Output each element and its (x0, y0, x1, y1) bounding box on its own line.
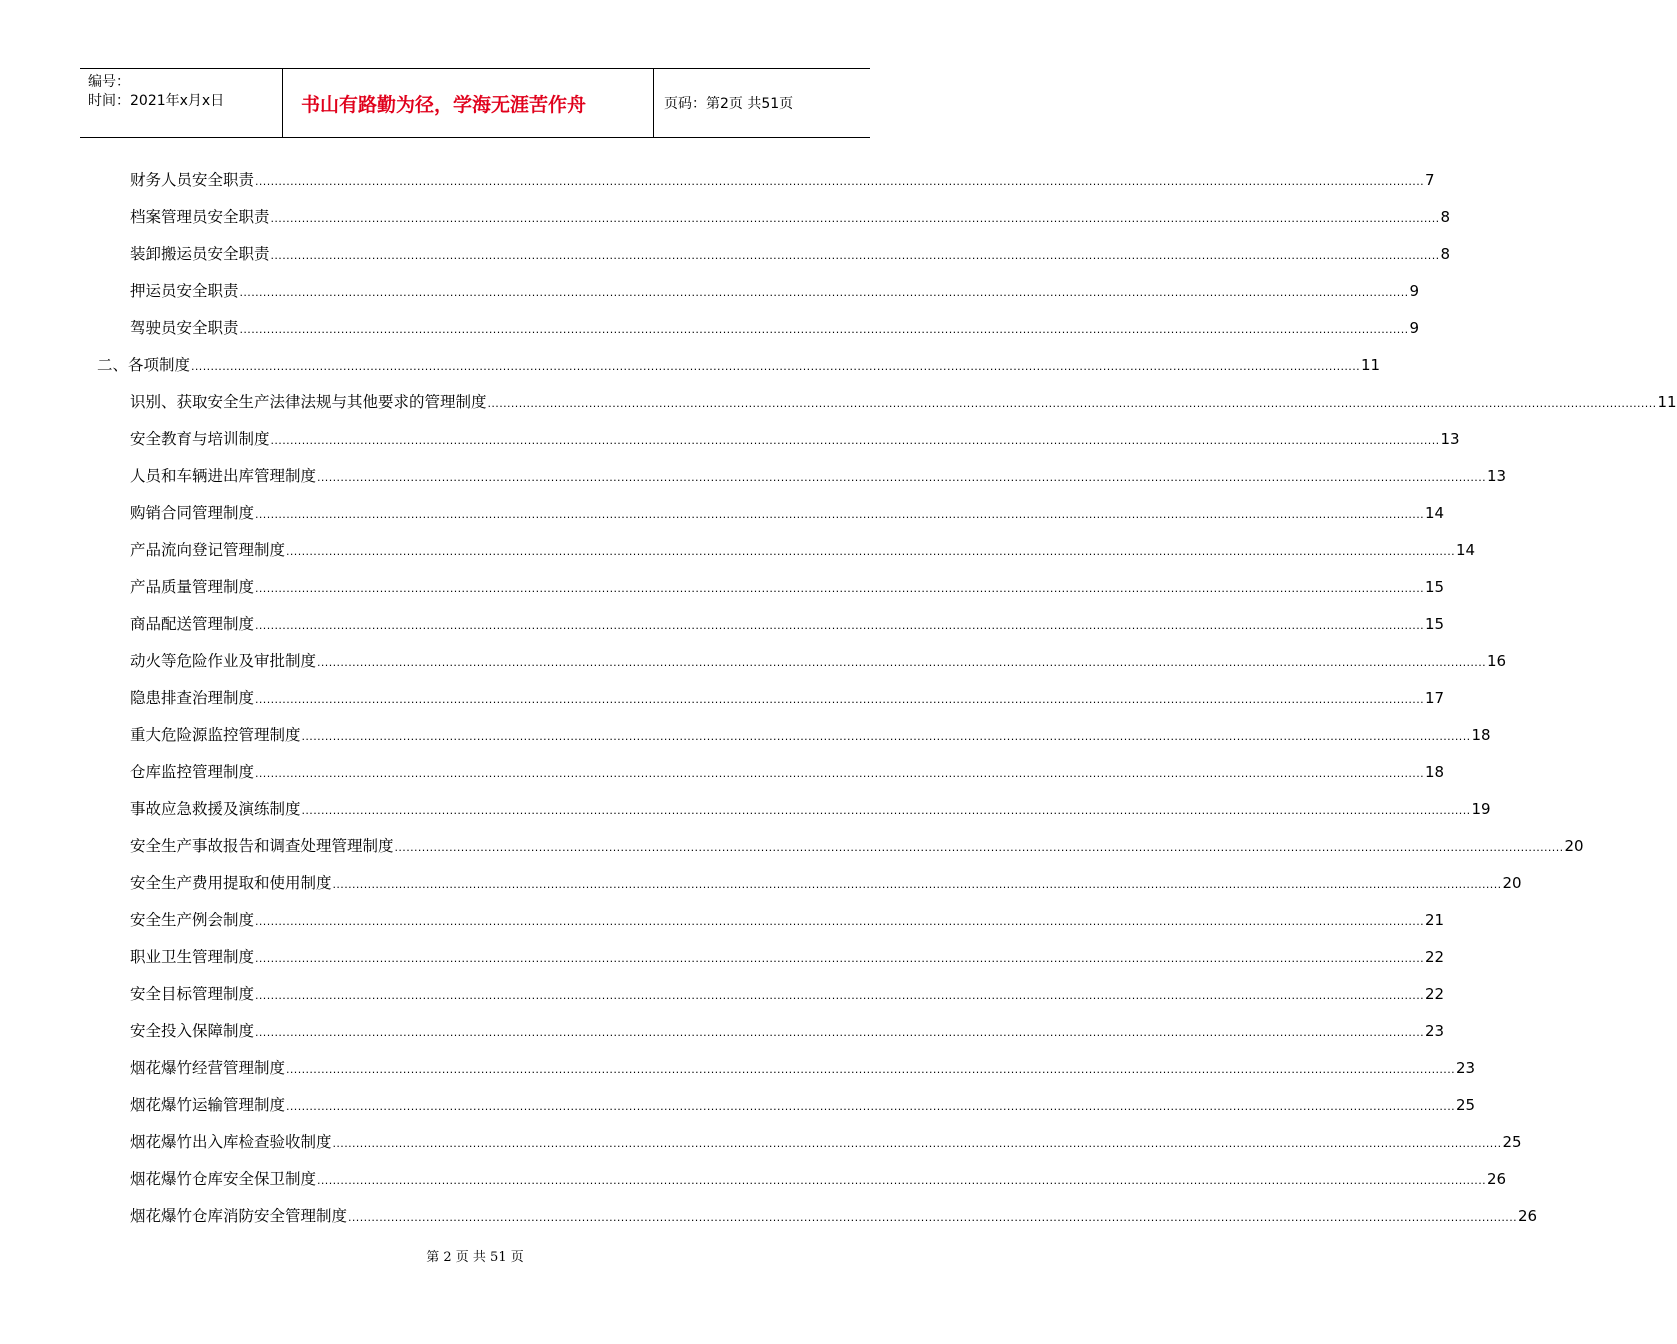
toc-entry-page: 18 (1425, 763, 1445, 781)
header-meta (80, 69, 282, 137)
toc-entry[interactable] (130, 1050, 1476, 1087)
toc-leader-dots: ............................................................................................................................................................................................................................................................................................................ (255, 175, 1424, 188)
toc-entry-title: 档案管理员安全职责 (130, 208, 270, 226)
toc-entry[interactable] (130, 384, 1677, 421)
toc-entry-title: 安全教育与培训制度 (130, 430, 270, 448)
toc-leader-dots: ............................................................................................................................................................................................................................................................................................................ (286, 545, 1455, 558)
toc-entry-page: 11 (1657, 393, 1677, 411)
toc-leader-dots: ............................................................................................................................................................................................................................................................................................................ (191, 360, 1360, 373)
toc-entry[interactable] (130, 199, 1451, 236)
toc-entry-title: 安全生产费用提取和使用制度 (130, 874, 332, 892)
toc-entry-page: 13 (1487, 467, 1507, 485)
toc-leader-dots: ............................................................................................................................................................................................................................................................................................................ (270, 434, 1440, 447)
toc-entry-title: 购销合同管理制度 (130, 504, 255, 522)
toc-leader-dots: ............................................................................................................................................................................................................................................................................................................ (270, 249, 1440, 262)
toc-entry-title: 装卸搬运员安全职责 (130, 245, 270, 263)
toc-leader-dots: ............................................................................................................................................................................................................................................................................................................ (255, 582, 1424, 595)
toc-entry-page: 13 (1440, 430, 1460, 448)
toc-entry-title: 烟花爆竹仓库安全保卫制度 (130, 1170, 317, 1188)
toc-entry-title: 安全投入保障制度 (130, 1022, 255, 1040)
toc-entry-page: 20 (1502, 874, 1522, 892)
toc-entry-page: 26 (1518, 1207, 1538, 1225)
toc-entry-page: 16 (1487, 652, 1507, 670)
toc-entry-page: 25 (1456, 1096, 1476, 1114)
toc-entry[interactable] (130, 273, 1420, 310)
toc-entry-page: 21 (1425, 911, 1445, 929)
toc-leader-dots: ............................................................................................................................................................................................................................................................................................................ (255, 693, 1424, 706)
toc-entry-page: 20 (1564, 837, 1584, 855)
toc-entry-title: 动火等危险作业及审批制度 (130, 652, 317, 670)
toc-entry[interactable] (130, 828, 1584, 865)
toc-leader-dots: ............................................................................................................................................................................................................................................................................................................ (317, 656, 1486, 669)
toc-entry-page: 8 (1440, 208, 1451, 226)
toc-leader-dots: ............................................................................................................................................................................................................................................................................................................ (394, 841, 1564, 854)
toc-entry-page: 15 (1425, 615, 1445, 633)
page-header (80, 68, 870, 138)
toc-leader-dots: ............................................................................................................................................................................................................................................................................................................ (255, 619, 1424, 632)
toc-entry-page: 23 (1425, 1022, 1445, 1040)
toc-entry-page: 23 (1456, 1059, 1476, 1077)
toc-entry[interactable] (130, 865, 1522, 902)
toc-entry-page: 7 (1425, 171, 1435, 189)
toc-entry-page: 15 (1425, 578, 1445, 596)
toc-entry[interactable] (130, 162, 1435, 199)
toc-leader-dots: ............................................................................................................................................................................................................................................................................................................ (487, 397, 1657, 410)
toc-leader-dots: ............................................................................................................................................................................................................................................................................................................ (255, 508, 1424, 521)
toc-leader-dots: ............................................................................................................................................................................................................................................................................................................ (332, 878, 1502, 891)
toc-leader-dots: ............................................................................................................................................................................................................................................................................................................ (255, 767, 1424, 780)
toc-entry[interactable] (130, 236, 1451, 273)
toc-entry-title: 识别、获取安全生产法律法规与其他要求的管理制度 (130, 393, 487, 411)
toc-entry-page: 9 (1409, 319, 1420, 337)
toc-entry-page: 14 (1425, 504, 1445, 522)
toc-entry-page: 25 (1502, 1133, 1522, 1151)
toc-entry[interactable] (130, 421, 1460, 458)
toc-entry-title: 押运员安全职责 (130, 282, 239, 300)
toc-entry-page: 14 (1456, 541, 1476, 559)
toc-entry-title: 烟花爆竹运输管理制度 (130, 1096, 286, 1114)
toc-entry-page: 19 (1471, 800, 1491, 818)
toc-entry[interactable] (130, 532, 1476, 569)
toc-entry-title: 烟花爆竹出入库检查验收制度 (130, 1133, 332, 1151)
toc-entry[interactable] (130, 976, 1445, 1013)
toc-entry[interactable] (130, 1198, 1538, 1235)
toc-leader-dots: ............................................................................................................................................................................................................................................................................................................ (286, 1100, 1455, 1113)
toc-leader-dots: ............................................................................................................................................................................................................................................................................................................ (255, 952, 1424, 965)
toc-leader-dots: ............................................................................................................................................................................................................................................................................................................ (348, 1211, 1517, 1224)
toc-entry-title: 职业卫生管理制度 (130, 948, 255, 966)
toc-entry-title: 安全生产事故报告和调查处理管理制度 (130, 837, 394, 855)
toc-entry[interactable] (130, 495, 1445, 532)
toc-entry[interactable] (130, 939, 1445, 976)
toc-leader-dots: ............................................................................................................................................................................................................................................................................................................ (239, 323, 1409, 336)
toc-entry[interactable] (130, 1161, 1507, 1198)
toc-leader-dots: ............................................................................................................................................................................................................................................................................................................ (270, 212, 1440, 225)
toc-entry-title: 商品配送管理制度 (130, 615, 255, 633)
toc-leader-dots: ............................................................................................................................................................................................................................................................................................................ (255, 1026, 1424, 1039)
toc-entry-page: 9 (1409, 282, 1420, 300)
toc-entry[interactable] (130, 606, 1445, 643)
toc-entry-page: 11 (1361, 356, 1381, 374)
toc-entry-title: 重大危险源监控管理制度 (130, 726, 301, 744)
toc-entry-page: 26 (1487, 1170, 1507, 1188)
toc-entry-title: 产品流向登记管理制度 (130, 541, 286, 559)
toc-entry[interactable] (130, 643, 1507, 680)
toc-entry-title: 人员和车辆进出库管理制度 (130, 467, 317, 485)
toc-entry[interactable] (130, 458, 1507, 495)
toc-entry[interactable] (130, 754, 1445, 791)
toc-entry-title: 二、各项制度 (97, 356, 191, 374)
toc-entry[interactable] (130, 1013, 1445, 1050)
toc-entry-page: 18 (1471, 726, 1491, 744)
toc-entry[interactable] (130, 310, 1420, 347)
toc-entry[interactable] (130, 1124, 1522, 1161)
toc-leader-dots: ............................................................................................................................................................................................................................................................................................................ (301, 730, 1471, 743)
toc-leader-dots: ............................................................................................................................................................................................................................................................................................................ (286, 1063, 1455, 1076)
time-label: 时间：2021年x月x日 (88, 93, 225, 109)
header-motto: 书山有路勤为径，学海无涯苦作舟 (282, 69, 654, 137)
toc-entry-title: 仓库监控管理制度 (130, 763, 255, 781)
toc-entry-page: 8 (1440, 245, 1451, 263)
toc-entry-title: 产品质量管理制度 (130, 578, 255, 596)
toc-entry-page: 22 (1425, 985, 1445, 1003)
toc-entry-title: 安全目标管理制度 (130, 985, 255, 1003)
toc-entry[interactable] (97, 347, 1381, 384)
toc-leader-dots: ............................................................................................................................................................................................................................................................................................................ (332, 1137, 1502, 1150)
toc-entry-title: 财务人员安全职责 (130, 171, 255, 189)
toc-entry[interactable] (130, 791, 1491, 828)
number-label: 编号： (88, 74, 130, 90)
page-footer: 第 2 页 共 51 页 (426, 1250, 524, 1265)
toc-leader-dots: ............................................................................................................................................................................................................................................................................................................ (255, 989, 1424, 1002)
toc-entry[interactable] (130, 1087, 1476, 1124)
toc-entry-title: 烟花爆竹仓库消防安全管理制度 (130, 1207, 348, 1225)
toc-entry-page: 17 (1425, 689, 1445, 707)
toc-leader-dots: ............................................................................................................................................................................................................................................................................................................ (317, 1174, 1486, 1187)
toc-entry-title: 烟花爆竹经营管理制度 (130, 1059, 286, 1077)
toc-entry[interactable] (130, 680, 1445, 717)
toc-entry-page: 22 (1425, 948, 1445, 966)
toc-entry-title: 驾驶员安全职责 (130, 319, 239, 337)
toc-leader-dots: ............................................................................................................................................................................................................................................................................................................ (301, 804, 1471, 817)
toc-entry[interactable] (130, 717, 1491, 754)
header-page-info: 页码：第2页 共51页 (664, 96, 794, 112)
toc-leader-dots: ............................................................................................................................................................................................................................................................................................................ (317, 471, 1486, 484)
toc-leader-dots: ............................................................................................................................................................................................................................................................................................................ (239, 286, 1409, 299)
toc-leader-dots: ............................................................................................................................................................................................................................................................................................................ (255, 915, 1424, 928)
toc-entry[interactable] (130, 902, 1445, 939)
toc-entry[interactable] (130, 569, 1445, 606)
toc-entry-title: 安全生产例会制度 (130, 911, 255, 929)
toc-entry-title: 事故应急救援及演练制度 (130, 800, 301, 818)
toc-entry-title: 隐患排查治理制度 (130, 689, 255, 707)
